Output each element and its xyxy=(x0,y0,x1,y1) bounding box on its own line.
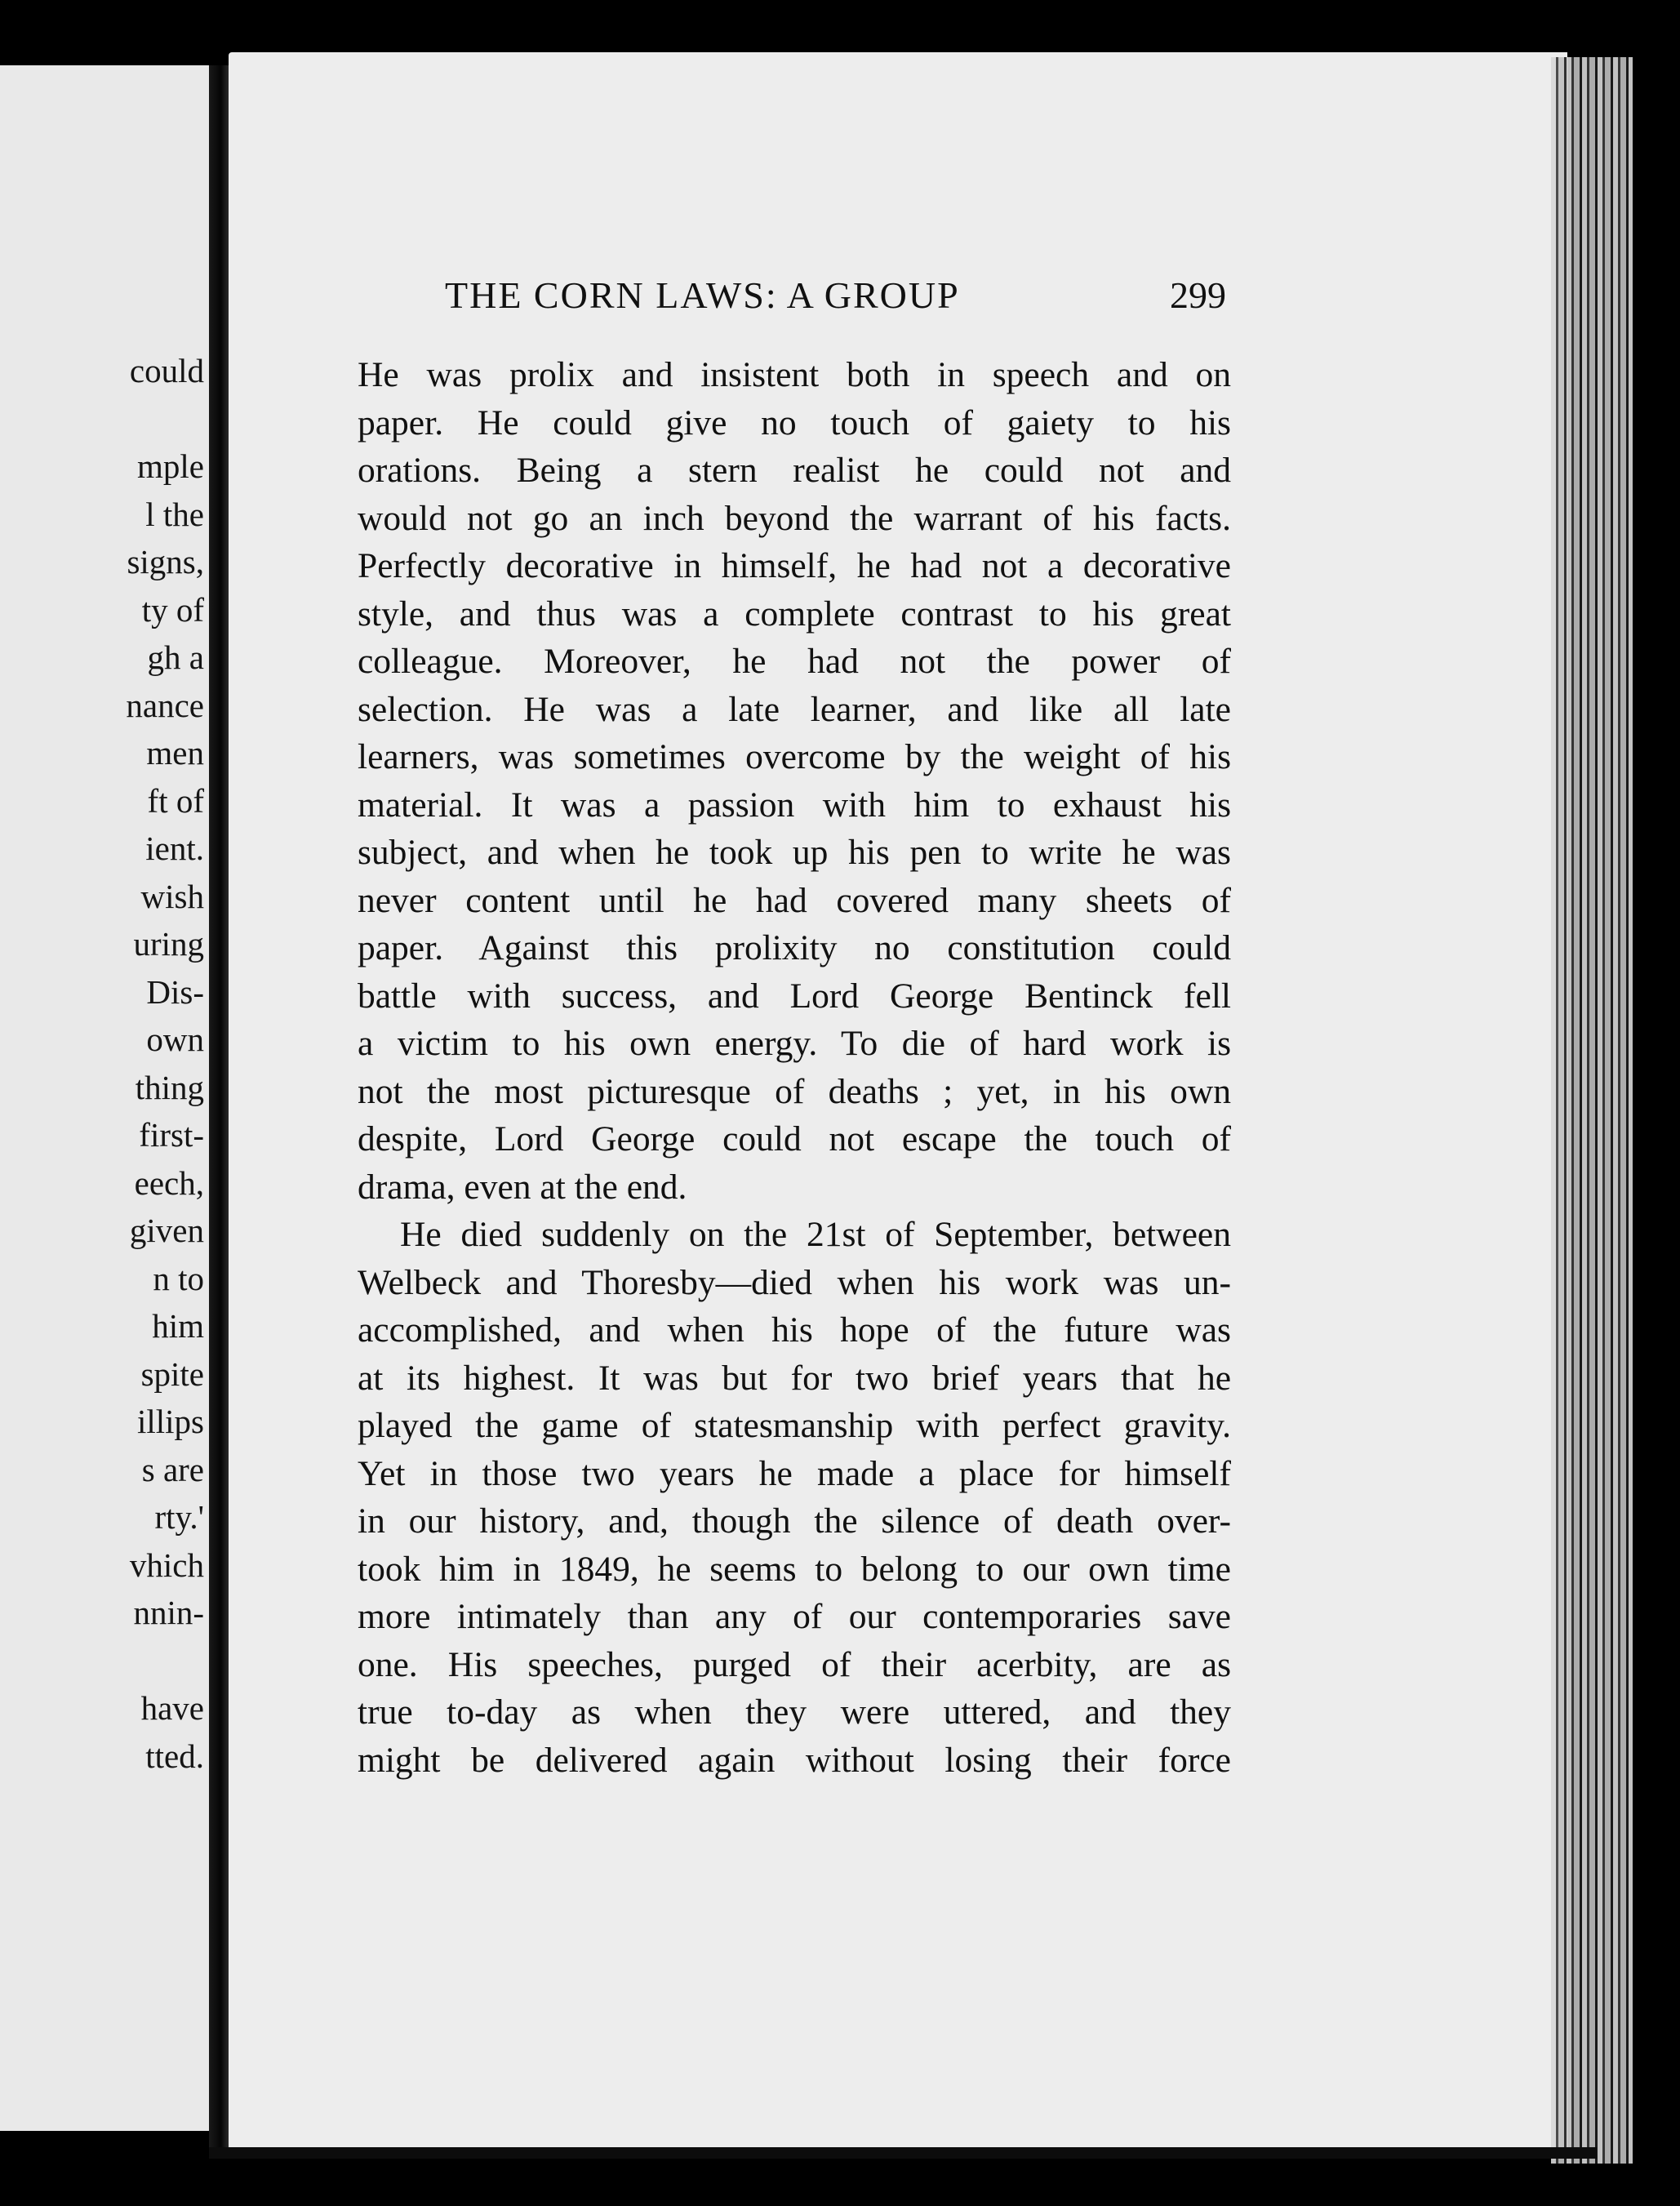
text-line: Perfectly decorative in himself, he had not a decorative xyxy=(358,546,1231,585)
text-line: Yet in those two years he made a place for himself xyxy=(358,1453,1231,1493)
text-line: selection. He was a late learner, and like all late xyxy=(358,689,1231,729)
running-title: THE CORN LAWS: A GROUP xyxy=(445,274,960,316)
text-line: in our history, and, though the silence of death over- xyxy=(358,1501,1231,1541)
left-page-line-fragment: Dis- xyxy=(146,972,204,1011)
text-line: one. His speeches, purged of their acerbity, are as xyxy=(358,1644,1231,1684)
text-line: Welbeck and Thoresby—died when his work was un- xyxy=(358,1262,1231,1302)
text-line: colleague. Moreover, he had not the power of xyxy=(358,642,1231,681)
text-line: learners, was sometimes overcome by the weight of his xyxy=(358,737,1231,776)
left-page-line-fragment: could xyxy=(129,352,204,389)
text-line: a victim to his own energy. To die of hard work is xyxy=(358,1024,1231,1063)
book-gutter xyxy=(209,65,229,2155)
left-page-line-fragment: s are xyxy=(141,1450,204,1488)
left-page-line-fragment: gh a xyxy=(147,638,204,676)
text-line: paper. He could give no touch of gaiety to his xyxy=(358,403,1231,443)
page-number: 299 xyxy=(1170,274,1226,316)
text-line: not the most picturesque of deaths ; yet, in his own xyxy=(358,1071,1231,1111)
left-page-line-fragment: have xyxy=(140,1689,204,1727)
text-line: He died suddenly on the 21st of September, between xyxy=(400,1215,1231,1254)
text-line: true to-day as when they were uttered, and they xyxy=(358,1692,1231,1732)
left-page-line-fragment: thing xyxy=(135,1068,204,1106)
left-page-line-fragment: nance xyxy=(126,686,204,724)
text-line: at its highest. It was but for two brief years that he xyxy=(358,1358,1231,1398)
left-page-line-fragment: nnin- xyxy=(133,1594,204,1631)
left-page-line-fragment: ft of xyxy=(147,781,204,820)
left-page-line-fragment: first- xyxy=(139,1116,204,1154)
left-page-line-fragment: ty of xyxy=(141,590,204,629)
left-page-line-fragment: vhich xyxy=(129,1546,204,1584)
left-page-line-fragment: mple xyxy=(137,447,204,485)
body-text xyxy=(358,351,1231,1784)
left-facing-page xyxy=(0,65,209,2131)
text-line: paper. Against this prolixity no constitution could xyxy=(358,928,1231,967)
paragraph-2 xyxy=(358,1211,1231,1784)
left-page-line-fragment: rty.' xyxy=(154,1498,204,1536)
left-page-line-fragment: ient. xyxy=(145,829,204,867)
text-line: despite, Lord George could not escape the touch of xyxy=(358,1119,1231,1159)
text-line: subject, and when he took up his pen to write he was xyxy=(358,833,1231,872)
text-line: never content until he had covered many sheets of xyxy=(358,880,1231,920)
left-page-line-fragment: men xyxy=(146,734,204,772)
left-page-line-fragment: illips xyxy=(136,1403,204,1440)
text-line: took him in 1849, he seems to belong to our own time xyxy=(358,1549,1231,1589)
left-page-line-fragment: eech, xyxy=(134,1163,204,1202)
left-page-line-fragment: uring xyxy=(133,925,204,963)
text-line: drama, even at the end. xyxy=(358,1167,687,1207)
left-page-line-fragment: wish xyxy=(140,877,204,915)
bottom-shadow xyxy=(209,2147,1597,2159)
text-line: battle with success, and Lord George Bentinck fell xyxy=(358,976,1231,1016)
text-line: style, and thus was a complete contrast to his great xyxy=(358,594,1231,634)
left-page-line-fragment: own xyxy=(146,1021,204,1058)
left-page-line-fragment: signs, xyxy=(127,543,204,580)
text-line: played the game of statesmanship with perfect gravity. xyxy=(358,1406,1231,1445)
running-header xyxy=(445,274,1237,331)
paragraph-1 xyxy=(358,351,1231,1211)
scan-border xyxy=(1633,57,1680,2206)
left-page-line-fragment: given xyxy=(129,1212,204,1249)
left-page-line-fragment: tted. xyxy=(145,1737,204,1775)
text-line: might be delivered again without losing their force xyxy=(358,1740,1231,1780)
left-page-line-fragment: spite xyxy=(140,1354,204,1393)
left-page-line-fragment: l the xyxy=(145,495,204,533)
text-line: He was prolix and insistent both in speech and on xyxy=(358,355,1231,394)
text-line: orations. Being a stern realist he could not and xyxy=(358,451,1231,490)
text-line: material. It was a passion with him to exhaust his xyxy=(358,785,1231,825)
left-page-line-fragment: n to xyxy=(153,1259,204,1297)
text-line: more intimately than any of our contemporaries save xyxy=(358,1597,1231,1636)
left-page-line-fragment: him xyxy=(152,1307,204,1345)
text-line: accomplished, and when his hope of the future was xyxy=(358,1310,1231,1350)
text-line: would not go an inch beyond the warrant of his facts. xyxy=(358,498,1231,538)
